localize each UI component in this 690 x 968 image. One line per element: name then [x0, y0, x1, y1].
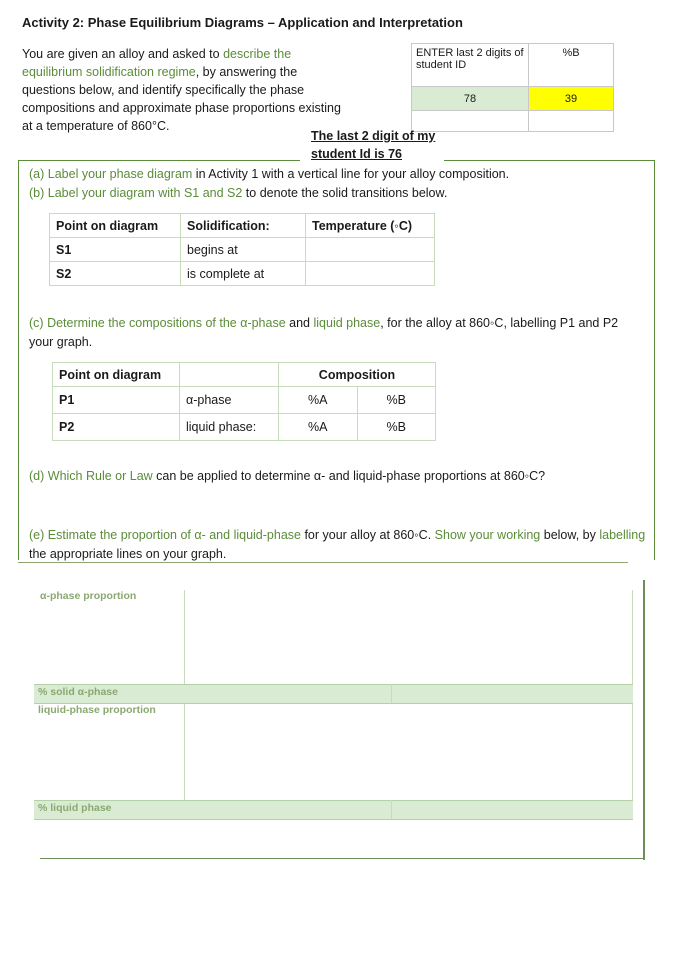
question-c-text: , for the alloy at 860◦C, labelling P1 and P2 your graph.	[29, 316, 619, 349]
question-e-label: (e)	[29, 528, 45, 542]
frame-border	[18, 160, 19, 560]
question-c-highlight-2: liquid phase	[313, 316, 381, 330]
table1-point-s2: S2	[50, 262, 181, 286]
table-row	[50, 238, 435, 262]
question-e-text-3: the appropriate lines on your graph.	[29, 547, 227, 561]
table2-point-p1: P1	[53, 387, 180, 414]
solid-alpha-label: % solid α-phase	[38, 686, 118, 698]
student-id-note: The last 2 digit of my student Id is 76	[311, 129, 436, 161]
student-id-input[interactable]: 78	[412, 87, 529, 111]
question-a-text: in Activity 1 with a vertical line for your alloy composition.	[192, 167, 510, 181]
working-divider	[632, 590, 633, 820]
page-title: Activity 2: Phase Equilibrium Diagrams – Application and Interpretation	[22, 15, 463, 30]
table2-point-p2: P2	[53, 414, 180, 441]
table1-temp-s2-input[interactable]	[306, 262, 435, 286]
alpha-proportion-label: α-phase proportion	[40, 590, 137, 602]
table-row	[53, 387, 436, 414]
question-d-label: (d)	[29, 469, 45, 483]
empty-cell	[529, 111, 614, 132]
question-c-highlight-1: Determine the compositions of the α-phase	[47, 316, 286, 330]
question-e-text-2: below, by	[540, 528, 600, 542]
table-row	[50, 262, 435, 286]
question-e-highlight-2: Show your working	[434, 528, 541, 542]
table1-desc-s2: is complete at	[181, 262, 306, 286]
table2-b-p1-input[interactable]: %B	[357, 387, 436, 414]
question-b-text: to denote the solid transitions below.	[242, 186, 448, 200]
working-divider	[391, 684, 392, 703]
table1-temp-s1-input[interactable]	[306, 238, 435, 262]
question-a-highlight: Label your phase diagram	[47, 167, 193, 181]
table2-phase-p1: α-phase	[180, 387, 279, 414]
intro-highlight: describe the equilibrium solidification regime	[22, 47, 292, 79]
student-id-table	[411, 43, 614, 132]
liquid-row	[34, 800, 633, 820]
id-header: ENTER last 2 digits of student ID	[412, 44, 529, 87]
table2-header-empty	[180, 363, 279, 387]
percent-b-value: 39	[529, 87, 614, 111]
liquid-percent-label: % liquid phase	[38, 802, 112, 814]
working-divider	[391, 800, 392, 819]
question-d-text: can be applied to determine α- and liquid-phase proportions at 860◦C?	[152, 469, 546, 483]
working-top-border	[18, 562, 628, 563]
question-a	[29, 165, 509, 184]
table2-phase-p2: liquid phase:	[180, 414, 279, 441]
table1-point-s1: S1	[50, 238, 181, 262]
question-c-label: (c)	[29, 316, 44, 330]
question-b	[29, 184, 447, 203]
table1-desc-s1: begins at	[181, 238, 306, 262]
composition-table	[52, 362, 436, 441]
table1-header-solidification: Solidification:	[181, 214, 306, 238]
frame-border	[654, 160, 655, 560]
question-c	[29, 314, 639, 352]
intro-paragraph	[22, 45, 342, 135]
question-e-highlight-1: Estimate the proportion of α- and liquid-phase	[47, 528, 301, 542]
table2-a-p2-input[interactable]: %A	[279, 414, 358, 441]
intro-text-1: You are given an alloy and asked to	[22, 47, 224, 61]
working-right-border	[643, 580, 645, 860]
frame-border	[18, 160, 300, 161]
b-header: %B	[529, 44, 614, 87]
solid-alpha-row	[34, 684, 633, 704]
question-e	[29, 526, 649, 564]
question-b-highlight: Label your diagram with S1 and S2	[47, 186, 243, 200]
question-e-text-1: for your alloy at 860◦C.	[300, 528, 435, 542]
table2-header-composition: Composition	[279, 363, 436, 387]
question-a-label: (a)	[29, 167, 45, 181]
question-d-highlight: Which Rule or Law	[47, 469, 153, 483]
table2-a-p1-input[interactable]: %A	[279, 387, 358, 414]
liquid-proportion-label: liquid-phase proportion	[38, 704, 156, 716]
table1-header-temperature: Temperature (◦C)	[306, 214, 435, 238]
table-row	[53, 414, 436, 441]
frame-border	[444, 160, 655, 161]
question-e-highlight-3: labelling	[599, 528, 646, 542]
table2-header-point: Point on diagram	[53, 363, 180, 387]
table2-b-p2-input[interactable]: %B	[357, 414, 436, 441]
question-c-text-mid: and	[285, 316, 314, 330]
working-bottom-border	[40, 858, 645, 859]
table1-header-point: Point on diagram	[50, 214, 181, 238]
working-divider	[184, 590, 185, 820]
question-d	[29, 467, 545, 486]
question-b-label: (b)	[29, 186, 45, 200]
intro-text-2: , by answering the questions below, and identify specifically the phase compositions and approximate phase proportions existing at a temperature of 860°C.	[22, 65, 341, 133]
solidification-table	[49, 213, 435, 286]
